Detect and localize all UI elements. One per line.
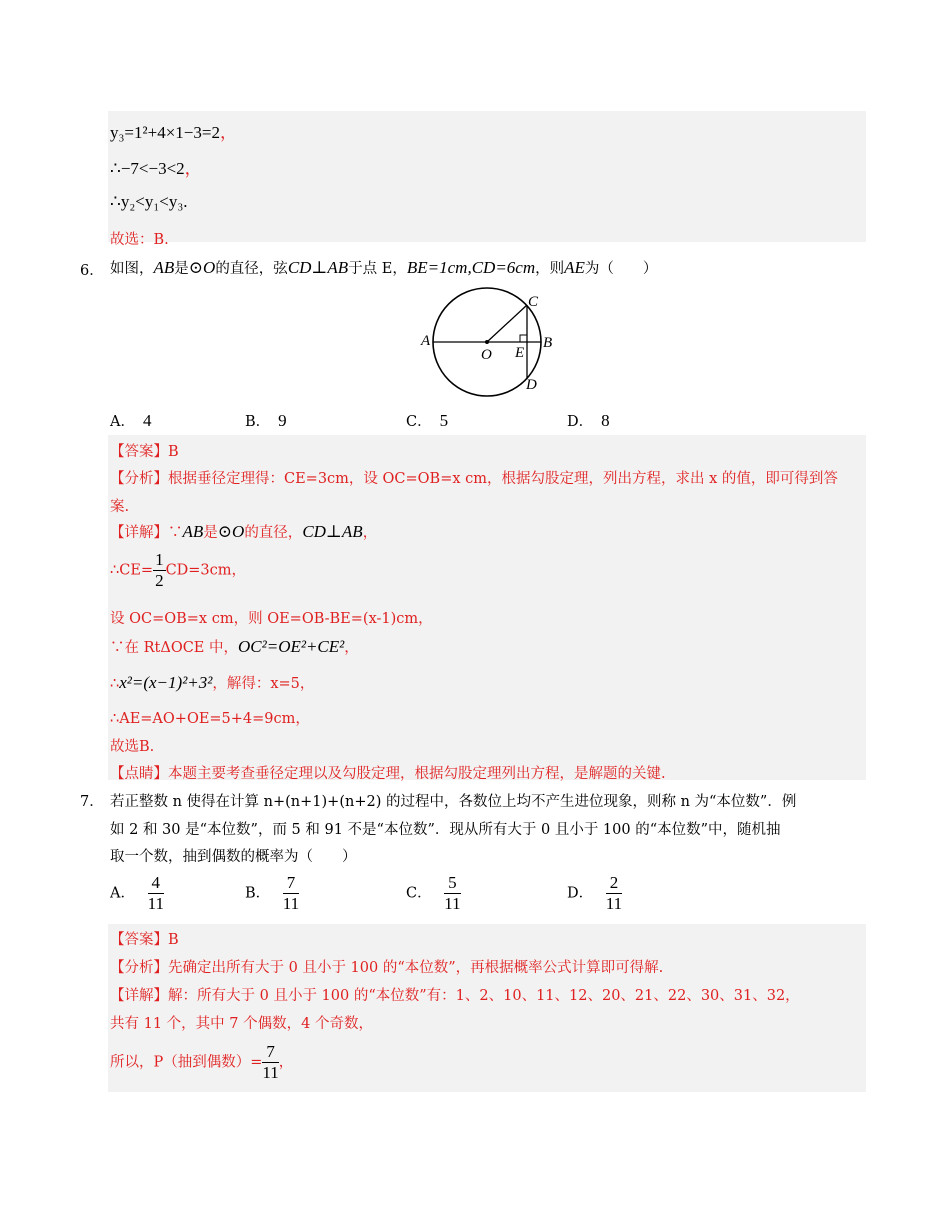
q7-stem-3: 取一个数，抽到偶数的概率为（ ） — [110, 849, 357, 865]
label-b: B — [543, 335, 553, 351]
q6-option-c[interactable]: C． 5 — [406, 411, 449, 430]
q6-analysis-2: 案. — [110, 499, 130, 515]
q7-option-b[interactable]: B． $\frac{7}{11}$ — [245, 873, 300, 913]
radius-oc — [487, 305, 527, 342]
label-o: O — [481, 347, 492, 363]
prev-choice: 故选：B. — [110, 232, 169, 248]
q7-option-a[interactable]: A． $\frac{4}{11}$ — [110, 873, 164, 913]
q7-stem-2: 如 2 和 30 是“本位数”，而 5 和 91 不是“本位数”．现从所有大于 0 且小于 100 的“本位数”中，随机抽 — [110, 822, 781, 838]
order-line: ∴y₂<y₁<y₃. — [110, 192, 188, 211]
q6-let-line: 设 OC=OB=x cm，则 OE=OB-BE=(x-1)cm， — [110, 611, 433, 627]
center-point — [485, 340, 489, 344]
q6-ce-line: ∴CE= $\frac{1}{2}$ CD=3cm， — [110, 550, 247, 590]
q7-answer: 【答案】B — [110, 932, 179, 948]
compare-line: ∴−7<−3<2， — [110, 159, 202, 178]
q6-rt-line: ∵在 RtΔOCE 中，OC²=OE²+CE²， — [110, 637, 359, 656]
q6-equation-line: ∴x²=(x−1)²+3²，解得：x=5， — [110, 673, 315, 692]
y3-line: y₃=1²+4×1−3=2， — [110, 123, 237, 142]
right-angle-mark — [520, 335, 527, 342]
q6-stem: 如图，AB是⊙O的直径，弦CD⊥AB于点 E，BE=1cm,CD=6cm，则AE为（ ） — [110, 258, 658, 277]
q7-stem-1: 若正整数 n 使得在计算 n+(n+1)+(n+2) 的过程中，各数位上均不产生进位现象，则称 n 为“本位数”．例 — [110, 794, 797, 810]
label-d: D — [526, 377, 537, 393]
q7-analysis: 【分析】先确定出所有大于 0 且小于 100 的“本位数”，再根据概率公式计算即可得解. — [110, 960, 664, 976]
label-a: A — [421, 333, 431, 349]
q7-option-c[interactable]: C． $\frac{5}{11}$ — [406, 873, 461, 913]
q7-option-d[interactable]: D． $\frac{2}{11}$ — [567, 873, 623, 913]
q6-option-d[interactable]: D． 8 — [567, 411, 610, 430]
q6-number: 6． — [80, 263, 104, 279]
q6-option-a[interactable]: A． 4 — [110, 411, 152, 430]
q6-comment: 【点睛】本题主要考查垂径定理以及勾股定理，根据勾股定理列出方程，是解题的关键. — [110, 766, 666, 782]
label-e: E — [515, 345, 525, 361]
q7-number: 7． — [80, 794, 104, 810]
q7-detail-2: 共有 11 个，其中 7 个偶数，4 个奇数， — [110, 1016, 373, 1032]
label-c: C — [528, 294, 539, 310]
circle-figure — [418, 285, 558, 405]
q7-probability-line: 所以，P（抽到偶数）= $\frac{7}{11}$ ， — [110, 1042, 294, 1082]
q7-detail-1: 【详解】解：所有大于 0 且小于 100 的“本位数”有：1、2、10、11、12、20、21、22、30、31、32， — [110, 988, 800, 1004]
q6-ae-line: ∴AE=AO+OE=5+4=9cm， — [110, 711, 310, 727]
q6-choice: 故选B. — [110, 739, 155, 755]
q6-analysis-1: 【分析】根据垂径定理得：CE=3cm，设 OC=OB=x cm，根据勾股定理，列出方程，求出 x 的值，即可得到答 — [110, 471, 838, 487]
q6-detail-line: 【详解】∵AB是⊙O的直径，CD⊥AB， — [110, 522, 378, 541]
q6-answer: 【答案】B — [110, 444, 179, 460]
q6-option-b[interactable]: B． 9 — [245, 411, 287, 430]
